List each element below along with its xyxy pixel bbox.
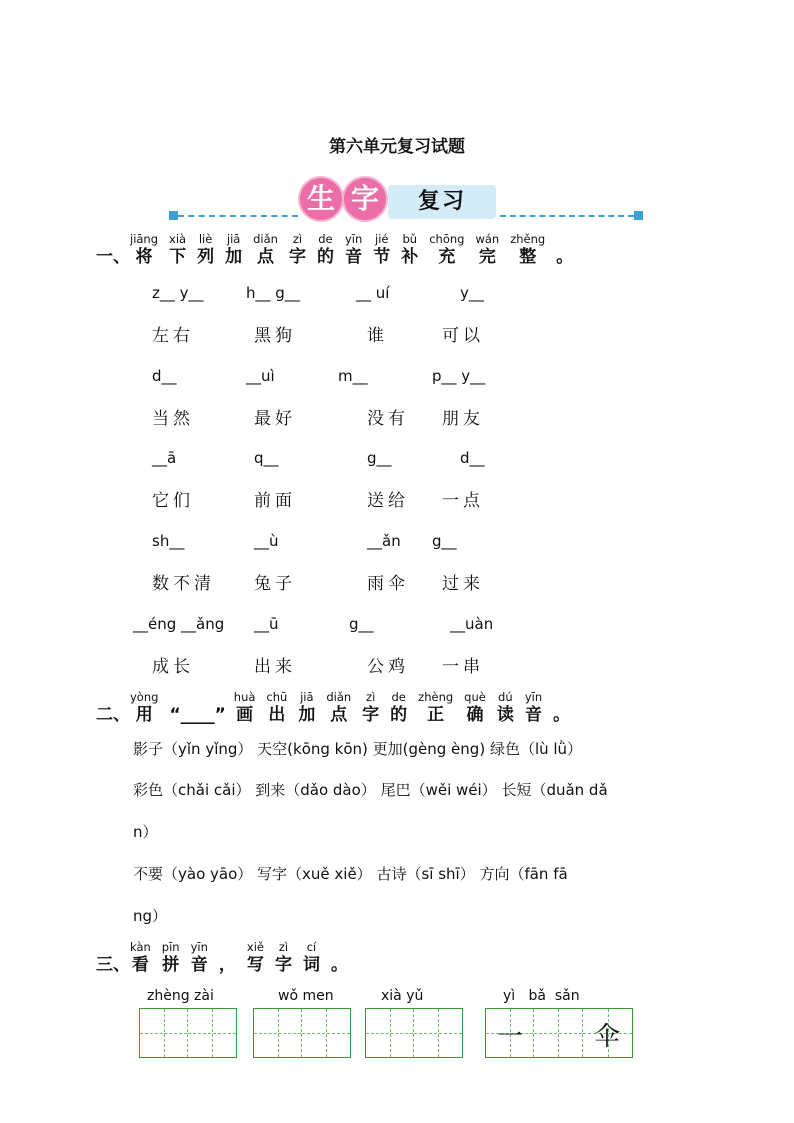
ruby-char (525, 690, 542, 726)
banner-square-left (169, 211, 178, 220)
ruby-char (130, 940, 151, 976)
pinyin: zì (278, 940, 289, 954)
question-number: 一、 (96, 247, 130, 267)
pinyin: huà (233, 690, 256, 704)
pinyin (226, 940, 230, 954)
banner-square-right (634, 211, 643, 220)
hanzi: 加 (225, 247, 243, 267)
word: 朋友 (442, 409, 484, 429)
hanzi: 出 (268, 705, 286, 725)
pinyin (196, 690, 200, 704)
pinyin: yīn (190, 940, 208, 954)
ruby-char (289, 232, 306, 268)
pinyin: jiāng (130, 232, 159, 246)
pinyin-blank[interactable]: h__ g__ (246, 284, 300, 302)
grid-4-pinyin: yì bǎ sǎn (503, 988, 580, 1004)
pinyin-blank[interactable]: __ā (152, 449, 177, 467)
grid-cell[interactable] (140, 1009, 188, 1057)
ruby-char (317, 232, 334, 268)
grid-cell[interactable] (366, 1009, 414, 1057)
hanzi: 正 (427, 705, 445, 725)
pinyin-blank[interactable]: __ uí (356, 284, 390, 302)
ruby-char (429, 232, 464, 268)
pinyin: xià (169, 232, 187, 246)
pinyin: yīn (524, 690, 543, 704)
banner-circle-1: 生 (298, 176, 344, 222)
hanzi: 充 (438, 247, 456, 267)
word: 谁 (367, 326, 388, 346)
pinyin-blank[interactable]: d__ (152, 367, 177, 385)
pinyin-blank[interactable]: g__ (367, 449, 392, 467)
ruby-char (234, 690, 256, 726)
hanzi: 列 (197, 247, 215, 267)
hanzi: 确 (466, 705, 484, 725)
ruby-char (390, 690, 407, 726)
ruby-char (345, 232, 362, 268)
pinyin-blank[interactable]: z__ y__ (152, 284, 204, 302)
ruby-char (162, 940, 180, 976)
pinyin: chōng (429, 232, 465, 246)
pinyin-blank[interactable]: g__ (432, 532, 457, 550)
ruby-char (191, 940, 208, 976)
grid-4-char-1: 一 (497, 1022, 524, 1052)
word: 过来 (442, 574, 484, 594)
hanzi: 补 (401, 247, 419, 267)
word: 成长 (152, 657, 194, 677)
hanzi: 点 (257, 247, 275, 267)
question-number: 二、 (96, 705, 130, 725)
pinyin: bǔ (402, 232, 418, 246)
pinyin-blank[interactable]: __ǎn (367, 532, 401, 550)
hanzi: 的 (390, 705, 408, 725)
word: 最好 (254, 409, 296, 429)
pinyin-blank[interactable]: __ù (254, 532, 279, 550)
pinyin: zhěng (510, 232, 546, 246)
ruby-char (464, 690, 486, 726)
hanzi: 字 (288, 247, 306, 267)
pinyin: liè (198, 232, 213, 246)
word: 当然 (152, 409, 194, 429)
question-3-heading (96, 940, 348, 976)
hanzi: 加 (298, 705, 316, 725)
writing-grid-1[interactable] (139, 1008, 237, 1058)
grid-cell[interactable] (414, 1009, 462, 1057)
pinyin: jiā (226, 232, 241, 246)
pinyin: zì (292, 232, 303, 246)
grid-cell[interactable] (254, 1009, 302, 1057)
word: 公鸡 (367, 657, 409, 677)
q2-line-3: n） (133, 823, 158, 841)
grid-2-pinyin: wǒ men (278, 988, 334, 1004)
hanzi: “____” (169, 705, 226, 725)
word: 一点 (442, 491, 484, 511)
ruby-char (253, 232, 278, 268)
word: 一串 (442, 657, 484, 677)
word: 前面 (254, 491, 296, 511)
ruby-char (275, 940, 292, 976)
ruby-char (362, 690, 379, 726)
pinyin-blank[interactable]: g__ (349, 615, 374, 633)
pinyin: zì (366, 690, 376, 704)
ruby-char (326, 690, 351, 726)
pinyin-blank[interactable]: y__ (460, 284, 484, 302)
pinyin-blank[interactable]: __uàn (450, 615, 494, 633)
pinyin-blank[interactable]: __uì (246, 367, 275, 385)
pinyin: què (464, 690, 486, 704)
q2-line-4: 不要（yào yāo） 写字（xuě xiě） 古诗（sī shī） 方向（fān fā (133, 865, 568, 883)
ruby-char (169, 690, 225, 726)
end-punct: 。 (556, 247, 574, 267)
grid-cell[interactable] (188, 1009, 236, 1057)
hanzi: 节 (373, 247, 391, 267)
banner-circle-2: 字 (342, 176, 388, 222)
word: 数不清 (152, 574, 215, 594)
end-punct: 。 (330, 955, 348, 975)
grid-4-char-3: 伞 (594, 1022, 621, 1052)
hanzi: 用 (135, 705, 153, 725)
pinyin-blank[interactable]: __ū (254, 615, 279, 633)
hanzi: 音 (345, 247, 363, 267)
pinyin-blank[interactable]: d__ (460, 449, 485, 467)
hanzi: 音 (524, 705, 542, 725)
hanzi: 字 (362, 705, 380, 725)
q2-line-5: ng） (133, 907, 168, 925)
pinyin: de (318, 232, 333, 246)
grid-cell[interactable] (302, 1009, 350, 1057)
pinyin: jié (375, 232, 389, 246)
pinyin: zhèng (418, 690, 454, 704)
hanzi: ， (218, 955, 236, 975)
hanzi: 写 (246, 955, 264, 975)
ruby-char (219, 940, 236, 976)
ruby-char (418, 690, 453, 726)
end-punct: 。 (553, 705, 571, 725)
hanzi: 将 (135, 247, 153, 267)
writing-grid-2[interactable] (253, 1008, 351, 1058)
banner-label: 复习 (388, 185, 496, 219)
ruby-char (197, 232, 214, 268)
ruby-char (130, 232, 158, 268)
word: 它们 (152, 491, 194, 511)
hanzi: 的 (316, 247, 334, 267)
ruby-char (475, 232, 499, 268)
hanzi: 词 (302, 955, 320, 975)
pinyin: wán (475, 232, 500, 246)
word: 送给 (367, 491, 409, 511)
q2-line-2: 彩色（chǎi cǎi） 到来（dǎo dào） 尾巴（wěi wéi） 长短（duǎn dǎ (133, 781, 608, 799)
pinyin: yīn (344, 232, 363, 246)
ruby-char (266, 690, 287, 726)
hanzi: 看 (131, 955, 149, 975)
hanzi: 点 (330, 705, 348, 725)
pinyin-blank[interactable]: sh__ (152, 532, 185, 550)
ruby-char (373, 232, 390, 268)
hanzi: 下 (169, 247, 187, 267)
pinyin: diǎn (326, 690, 352, 704)
banner-dash-left (178, 215, 298, 217)
question-2-heading (96, 690, 570, 726)
ruby-char (303, 940, 320, 976)
word: 雨伞 (367, 574, 409, 594)
question-1-heading (96, 232, 573, 268)
grid-3-pinyin: xià yǔ (381, 988, 424, 1004)
ruby-char (130, 690, 158, 726)
ruby-char (497, 690, 514, 726)
ruby-char (247, 940, 264, 976)
pinyin: chū (266, 690, 288, 704)
ruby-char (169, 232, 186, 268)
grid-1-pinyin: zhèng zài (147, 988, 214, 1004)
pinyin: diǎn (253, 232, 278, 246)
pinyin: jiā (300, 690, 314, 704)
page-title: 第六单元复习试题 (329, 137, 465, 157)
q2-line-1: 影子（yǐn yǐng） 天空(kōng kōn) 更加(gèng èng) 绿色（lù lǜ） (133, 740, 583, 758)
pinyin-blank[interactable]: q__ (254, 449, 279, 467)
hanzi: 画 (236, 705, 254, 725)
pinyin: yòng (130, 690, 159, 704)
question-number: 三、 (96, 955, 130, 975)
word: 左右 (152, 326, 194, 346)
hanzi: 字 (274, 955, 292, 975)
word: 黑狗 (254, 326, 296, 346)
word: 出来 (254, 657, 296, 677)
pinyin: kàn (130, 940, 151, 954)
grid-cell[interactable] (534, 1009, 583, 1057)
pinyin: cí (306, 940, 317, 954)
hanzi: 读 (496, 705, 514, 725)
word: 没有 (367, 409, 409, 429)
hanzi: 整 (519, 247, 537, 267)
word: 可以 (442, 326, 484, 346)
hanzi: 音 (190, 955, 208, 975)
ruby-char (401, 232, 418, 268)
hanzi: 完 (478, 247, 496, 267)
pinyin-blank[interactable]: m__ (338, 367, 368, 385)
banner-dash-right (500, 215, 634, 217)
pinyin: dú (498, 690, 513, 704)
ruby-char (225, 232, 242, 268)
pinyin: xiě (246, 940, 264, 954)
pinyin: pīn (161, 940, 180, 954)
pinyin-blank[interactable]: __éng __ǎng (133, 615, 225, 633)
ruby-char (510, 232, 545, 268)
pinyin: de (391, 690, 406, 704)
writing-grid-3[interactable] (365, 1008, 463, 1058)
pinyin-blank[interactable]: p__ y__ (432, 367, 486, 385)
ruby-char (298, 690, 315, 726)
hanzi: 拼 (162, 955, 180, 975)
word: 兔子 (254, 574, 296, 594)
